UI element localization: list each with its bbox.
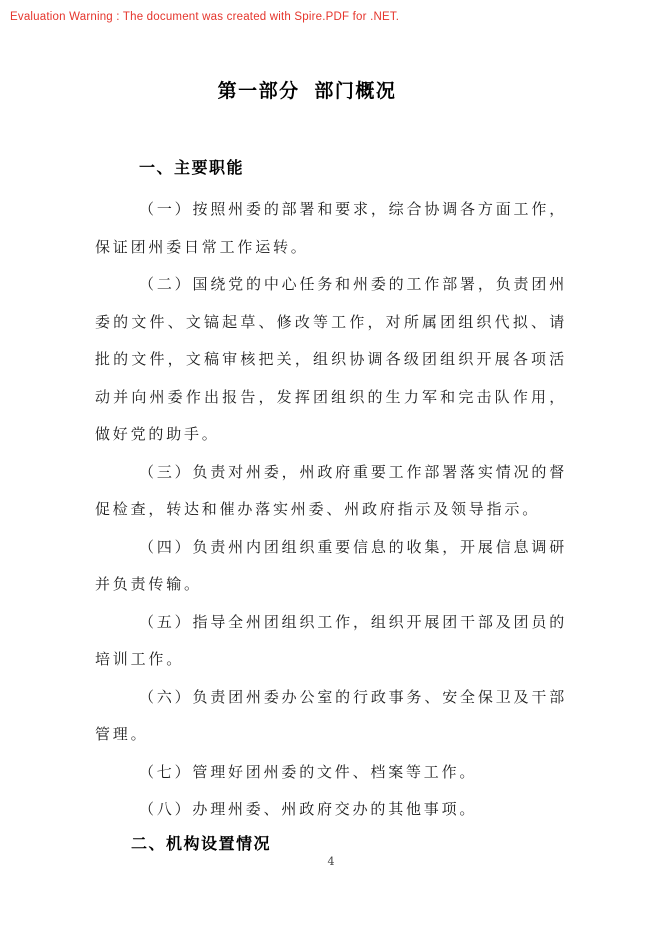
section-heading-main-duties: 一、主要职能 [139, 160, 245, 177]
paragraph-1: （一）按照州委的部署和要求，综合协调各方面工作，保证团州委日常工作运转。 [95, 202, 567, 256]
paragraph-2: （二）国绕党的中心任务和州委的工作部署，负责团州委的文件、文镐起草、修改等工作，对所属团组织代拟、请批的文件，文稿审核把关，组织协调各级团组织开展各项活动并向州委作出报告，发挥团组织的生力军和完击队作用，做好党的助手。 [95, 277, 567, 443]
section-heading-organization-setup: 二、机构设置情况 [131, 835, 272, 853]
evaluation-warning-text: Evaluation Warning : The document was created with Spire.PDF for .NET. [10, 11, 400, 23]
paragraph-4: （四）负责州内团组织重要信息的收集，开展信息调研并负责传输。 [95, 539, 567, 593]
paragraph-3: （三）负责对州委，州政府重要工作部署落实情况的督促检查，转达和催办落实州委、州政府指示及领导指示。 [95, 464, 567, 518]
document-title: 第一部分 部门概况 [217, 81, 397, 102]
paragraph-5: （五）指导全州团组织工作，组织开展团干部及团员的培训工作。 [95, 614, 567, 668]
document-body [95, 192, 567, 858]
paragraph-8: （八）办理州委、州政府交办的其他事项。 [139, 802, 478, 818]
page-number: 4 [327, 855, 335, 868]
paragraph-6: （六）负责团州委办公室的行政事务、安全保卫及干部管理。 [95, 689, 567, 743]
paragraph-7: （七）管理好团州委的文件、档案等工作。 [139, 764, 478, 781]
